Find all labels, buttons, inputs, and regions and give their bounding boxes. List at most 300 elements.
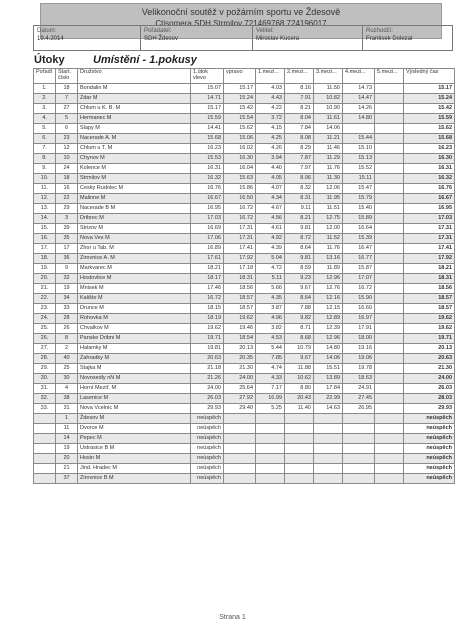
table-cell: 17.31 (404, 224, 455, 234)
table-row (34, 104, 455, 114)
table-cell (375, 264, 404, 274)
column-header: 1.útok vlevo (191, 69, 224, 84)
table-cell: 4.92 (256, 234, 285, 244)
table-cell (343, 474, 375, 484)
table-cell: 3.87 (256, 304, 285, 314)
table-cell: 16.76 (404, 184, 455, 194)
table-cell: 16.47 (343, 244, 375, 254)
table-cell: 12.15 (314, 304, 343, 314)
table-cell: 18.57 (224, 304, 256, 314)
banner-title: Velikonoční soutěž v požárním sportu ve Ždesově (141, 7, 341, 17)
table-cell: 4.15 (256, 124, 285, 134)
table-cell: 33. (34, 404, 56, 414)
table-cell: 19.81 (191, 344, 224, 354)
table-cell (375, 154, 404, 164)
table-cell (314, 444, 343, 454)
table-cell: 29.40 (224, 404, 256, 414)
table-cell: 6 (56, 124, 78, 134)
table-row (34, 374, 455, 384)
table-cell: 16.23 (191, 144, 224, 154)
table-cell: Ždesov M (78, 414, 191, 424)
table-cell (375, 384, 404, 394)
table-cell: 8.32 (285, 184, 314, 194)
table-cell: 32 (56, 274, 78, 284)
table-row (34, 264, 455, 274)
table-cell (375, 214, 404, 224)
table-cell: 8. (34, 154, 56, 164)
table-cell (375, 254, 404, 264)
table-cell: 14.80 (343, 114, 375, 124)
table-row (34, 214, 455, 224)
table-cell (343, 444, 375, 454)
table-cell: 9.81 (285, 224, 314, 234)
table-cell: 11.30 (314, 174, 343, 184)
table-cell (256, 474, 285, 484)
table-cell: 9 (56, 264, 78, 274)
table-row (34, 94, 455, 104)
table-cell: 8.04 (285, 114, 314, 124)
table-cell: Bondalin M (78, 84, 191, 94)
table-cell: neúspěch (191, 454, 224, 464)
table-cell: 18.56 (404, 284, 455, 294)
table-cell (314, 474, 343, 484)
table-cell: Novosedly nN M (78, 374, 191, 384)
table-cell: 16.04 (224, 164, 256, 174)
table-cell: 18.31 (224, 274, 256, 284)
table-cell: 17.91 (343, 324, 375, 334)
table-cell: 18.00 (343, 334, 375, 344)
table-cell: 18.54 (224, 334, 256, 344)
table-row (34, 404, 455, 414)
table-cell: 8.21 (285, 214, 314, 224)
table-cell: 16.23 (404, 144, 455, 154)
table-cell: 15.17 (191, 104, 224, 114)
table-row (34, 244, 455, 254)
table-cell: 18 (56, 174, 78, 184)
table-cell: 1 (56, 414, 78, 424)
table-cell: 39 (56, 224, 78, 234)
table-cell: neúspěch (404, 474, 455, 484)
table-cell: 8.59 (285, 264, 314, 274)
table-cell: Strizov M (78, 224, 191, 234)
table-cell: Jind. Hradec M (78, 464, 191, 474)
table-cell: 18.21 (404, 264, 455, 274)
table-cell: 19.62 (191, 324, 224, 334)
table-cell: neúspěch (404, 434, 455, 444)
table-cell (375, 184, 404, 194)
table-cell (314, 464, 343, 474)
organizer-label: Pořadatel: (144, 28, 172, 34)
table-cell (375, 394, 404, 404)
column-header: vpravo (224, 69, 256, 84)
table-cell: 12.06 (314, 184, 343, 194)
table-cell: 4.40 (256, 164, 285, 174)
table-cell: 18. (34, 254, 56, 264)
table-cell: 15.17 (224, 84, 256, 94)
table-row (34, 184, 455, 194)
table-row (34, 234, 455, 244)
table-cell: 17.03 (404, 214, 455, 224)
table-cell: 29.93 (191, 404, 224, 414)
table-cell: 4.33 (256, 374, 285, 384)
table-cell: 9.82 (285, 314, 314, 324)
table-cell (375, 114, 404, 124)
table-cell: neúspěch (404, 464, 455, 474)
table-cell: 4 (56, 384, 78, 394)
table-cell: 16.31 (404, 164, 455, 174)
table-cell: 19.71 (191, 334, 224, 344)
date-label: Datum: (37, 28, 57, 34)
table-cell (34, 414, 56, 424)
table-cell: 17.06 (191, 234, 224, 244)
table-cell: 8.68 (285, 334, 314, 344)
table-cell: 3.82 (256, 324, 285, 334)
table-cell: 3.94 (256, 154, 285, 164)
table-cell: 16.72 (224, 214, 256, 224)
column-header: Start. číslo (56, 69, 78, 84)
table-cell: 11.61 (314, 114, 343, 124)
table-cell: Chvalkov M (78, 324, 191, 334)
table-cell (285, 464, 314, 474)
table-cell: Zirovnice B M (78, 474, 191, 484)
table-cell: 21 (56, 464, 78, 474)
table-cell: 16.32 (404, 174, 455, 184)
page-number: Strana 1 (219, 614, 246, 621)
table-cell (343, 454, 375, 464)
table-cell: Malinne M (78, 194, 191, 204)
table-cell: 22.99 (314, 394, 343, 404)
table-cell (285, 474, 314, 484)
table-cell: 17 (56, 244, 78, 254)
table-row (34, 414, 455, 424)
table-cell: 17.07 (343, 274, 375, 284)
table-cell: 20.63 (191, 354, 224, 364)
table-cell: 11.76 (314, 164, 343, 174)
table-row (34, 364, 455, 374)
table-cell: 17. (34, 244, 56, 254)
table-row (34, 114, 455, 124)
table-cell: 12.76 (314, 284, 343, 294)
table-cell: Panske Dribni M (78, 334, 191, 344)
table-cell: 33 (56, 304, 78, 314)
table-cell: 14.73 (343, 84, 375, 94)
table-row (34, 204, 455, 214)
table-cell (375, 244, 404, 254)
table-cell: 18.19 (191, 314, 224, 324)
table-cell: 2 (56, 344, 78, 354)
table-cell: Zahradky M (78, 354, 191, 364)
table-cell: 28 (56, 314, 78, 324)
table-cell: 16 (56, 184, 78, 194)
table-cell (34, 424, 56, 434)
table-cell: 11.40 (285, 404, 314, 414)
column-header: 1.mezi... (256, 69, 285, 84)
table-cell: 29 (56, 204, 78, 214)
table-cell (375, 354, 404, 364)
table-cell: 4.72 (256, 264, 285, 274)
table-cell: 11.50 (314, 84, 343, 94)
table-cell: 15.13 (343, 154, 375, 164)
table-cell: 16.60 (343, 304, 375, 314)
table-cell (375, 464, 404, 474)
table-row (34, 124, 455, 134)
table-cell: 7.87 (285, 154, 314, 164)
table-cell: Chynov M (78, 154, 191, 164)
table-row (34, 434, 455, 444)
table-row (34, 274, 455, 284)
table-cell: 9.67 (285, 284, 314, 294)
table-cell: 16.72 (343, 284, 375, 294)
table-cell: 4.96 (256, 314, 285, 324)
table-cell: 15.07 (191, 84, 224, 94)
table-cell: 26 (56, 324, 78, 334)
table-cell: 12. (34, 194, 56, 204)
table-cell (375, 344, 404, 354)
table-cell: 18.15 (191, 304, 224, 314)
table-cell: 5. (34, 124, 56, 134)
table-cell: 34 (56, 294, 78, 304)
table-cell: 15.39 (343, 234, 375, 244)
table-cell (375, 104, 404, 114)
table-cell: 11.51 (314, 204, 343, 214)
table-cell: 17.41 (224, 244, 256, 254)
table-cell: 12.96 (314, 274, 343, 284)
table-cell (375, 294, 404, 304)
table-cell: 15.52 (343, 164, 375, 174)
table-cell: 19.78 (343, 364, 375, 374)
table-cell: 8.71 (285, 324, 314, 334)
table-cell: Pepec M (78, 434, 191, 444)
table-cell: 9.81 (285, 254, 314, 264)
table-cell: Markvarec M (78, 264, 191, 274)
section-heading: Útoky (34, 54, 65, 66)
table-row (34, 194, 455, 204)
table-cell (343, 464, 375, 474)
table-cell: 12.96 (314, 334, 343, 344)
table-cell: 4.39 (256, 244, 285, 254)
table-cell: 14.41 (191, 124, 224, 134)
table-cell: 8.29 (285, 144, 314, 154)
table-cell: 18 (56, 84, 78, 94)
table-cell: 25 (56, 364, 78, 374)
table-row (34, 454, 455, 464)
table-cell: 17.31 (224, 224, 256, 234)
table-cell: 14.63 (314, 404, 343, 414)
table-cell: 15.68 (191, 134, 224, 144)
table-cell (34, 474, 56, 484)
table-cell: 19.06 (343, 354, 375, 364)
table-cell: 18.57 (404, 294, 455, 304)
table-cell: Hermanec M (78, 114, 191, 124)
table-cell: 16.72 (224, 204, 256, 214)
table-cell: 20. (34, 274, 56, 284)
table-cell: Nova Vcelnic M (78, 404, 191, 414)
table-cell (256, 414, 285, 424)
table-cell: Drunce M (78, 304, 191, 314)
table-cell: 16.32 (191, 174, 224, 184)
table-cell: 3 (56, 214, 78, 224)
table-cell: Lasenice M (78, 394, 191, 404)
table-cell: 22 (56, 194, 78, 204)
table-cell: 35 (56, 234, 78, 244)
table-cell: 15.24 (224, 94, 256, 104)
table-cell (224, 464, 256, 474)
table-cell: 13.16 (314, 254, 343, 264)
table-row (34, 134, 455, 144)
table-cell: 18.57 (224, 294, 256, 304)
table-cell (343, 434, 375, 444)
table-cell (375, 124, 404, 134)
table-cell: 15.79 (343, 194, 375, 204)
table-cell (285, 454, 314, 464)
table-cell: 15.24 (404, 94, 455, 104)
table-cell: 24.00 (224, 374, 256, 384)
table-cell: 16.30 (404, 154, 455, 164)
table-cell: 16.97 (343, 314, 375, 324)
table-cell: 22. (34, 294, 56, 304)
table-cell: 4.56 (256, 214, 285, 224)
table-row (34, 444, 455, 454)
table-cell: 17.61 (191, 254, 224, 264)
table-cell: 5.04 (256, 254, 285, 264)
table-cell: 16.31 (191, 164, 224, 174)
table-cell: 16.99 (256, 394, 285, 404)
table-cell: 16.50 (224, 194, 256, 204)
table-cell: 11.46 (314, 144, 343, 154)
table-cell: 27. (34, 344, 56, 354)
table-cell: Strmilov M (78, 174, 191, 184)
results-table (33, 68, 455, 484)
table-cell: 25. (34, 324, 56, 334)
table-cell: 18.56 (224, 284, 256, 294)
table-cell: 15.90 (343, 294, 375, 304)
judge-value: Frantisek Dolezal (366, 36, 413, 42)
table-cell: neúspěch (191, 434, 224, 444)
table-cell: 29. (34, 364, 56, 374)
table-cell (375, 94, 404, 104)
table-cell: 4.61 (256, 224, 285, 234)
table-cell: neúspěch (404, 454, 455, 464)
table-cell: Slapy M (78, 124, 191, 134)
table-cell (375, 444, 404, 454)
judge-label: Rozhodčí: (366, 28, 394, 34)
table-cell: 16.02 (224, 144, 256, 154)
table-row (34, 154, 455, 164)
table-cell: 16.72 (191, 294, 224, 304)
table-cell (314, 434, 343, 444)
table-cell: Kalište M (78, 294, 191, 304)
table-cell: neúspěch (191, 464, 224, 474)
table-cell: 16. (34, 234, 56, 244)
table-cell: 18.21 (191, 264, 224, 274)
table-cell: 7.84 (285, 124, 314, 134)
table-cell: Ustrasice B M (78, 444, 191, 454)
table-cell: 19.62 (224, 314, 256, 324)
table-cell: 10.90 (314, 104, 343, 114)
table-cell: 10. (34, 174, 56, 184)
table-row (34, 144, 455, 154)
table-cell: 5 (56, 114, 78, 124)
table-cell: 17.31 (224, 234, 256, 244)
table-cell: 15.06 (224, 134, 256, 144)
table-cell: 17.46 (191, 284, 224, 294)
table-cell: 12.89 (314, 314, 343, 324)
table-cell: Chlum u T. M (78, 144, 191, 154)
table-cell (256, 424, 285, 434)
table-cell: 4.25 (256, 134, 285, 144)
table-cell: Kolence M (78, 164, 191, 174)
table-cell: 16.30 (224, 154, 256, 164)
table-cell: 18.63 (343, 374, 375, 384)
table-cell: 11.88 (285, 364, 314, 374)
table-cell: 15.86 (224, 184, 256, 194)
table-cell: 28. (34, 354, 56, 364)
table-cell (375, 274, 404, 284)
table-cell: 17.31 (404, 234, 455, 244)
table-cell: 5.44 (256, 344, 285, 354)
table-cell: 17.41 (404, 244, 455, 254)
table-cell: 30 (56, 374, 78, 384)
table-row (34, 354, 455, 364)
table-cell: 15.44 (343, 134, 375, 144)
table-cell: 17.03 (191, 214, 224, 224)
table-row (34, 254, 455, 264)
table-cell (375, 164, 404, 174)
table-cell: 27.45 (343, 394, 375, 404)
table-cell: 13. (34, 204, 56, 214)
table-cell: 7 (56, 94, 78, 104)
table-cell: 17.92 (404, 254, 455, 264)
table-cell: Mnisek M (78, 284, 191, 294)
table-cell: 15.54 (224, 114, 256, 124)
table-cell (256, 464, 285, 474)
table-cell: 26.03 (191, 394, 224, 404)
table-cell: 8.64 (285, 294, 314, 304)
event-info-table (33, 25, 453, 51)
table-cell: 26. (34, 334, 56, 344)
table-cell: 4.43 (256, 94, 285, 104)
table-cell: 16.76 (191, 184, 224, 194)
table-row (34, 474, 455, 484)
table-cell (375, 234, 404, 244)
table-cell (256, 454, 285, 464)
table-row (34, 174, 455, 184)
table-cell: 31 (56, 404, 78, 414)
table-cell: 20.63 (404, 354, 455, 364)
table-cell: 5.11 (256, 274, 285, 284)
table-cell: 4.03 (256, 84, 285, 94)
table-cell: Stajka M (78, 364, 191, 374)
table-cell: 11.95 (314, 194, 343, 204)
table-cell (314, 424, 343, 434)
table-cell: 21.30 (404, 364, 455, 374)
table-row (34, 334, 455, 344)
table-cell: 16.89 (191, 244, 224, 254)
table-cell (343, 124, 375, 134)
table-cell: 11.21 (314, 134, 343, 144)
table-cell: 19.62 (404, 324, 455, 334)
table-cell: 16.77 (343, 254, 375, 264)
table-cell (375, 284, 404, 294)
table-cell: 15.47 (343, 184, 375, 194)
table-cell: Dribrec M (78, 214, 191, 224)
table-cell: 11. (34, 184, 56, 194)
table-cell: Zhor u Tab. M (78, 244, 191, 254)
table-cell (224, 414, 256, 424)
table-cell: Chlum u K. B. M (78, 104, 191, 114)
table-cell: 14.47 (343, 94, 375, 104)
table-row (34, 424, 455, 434)
